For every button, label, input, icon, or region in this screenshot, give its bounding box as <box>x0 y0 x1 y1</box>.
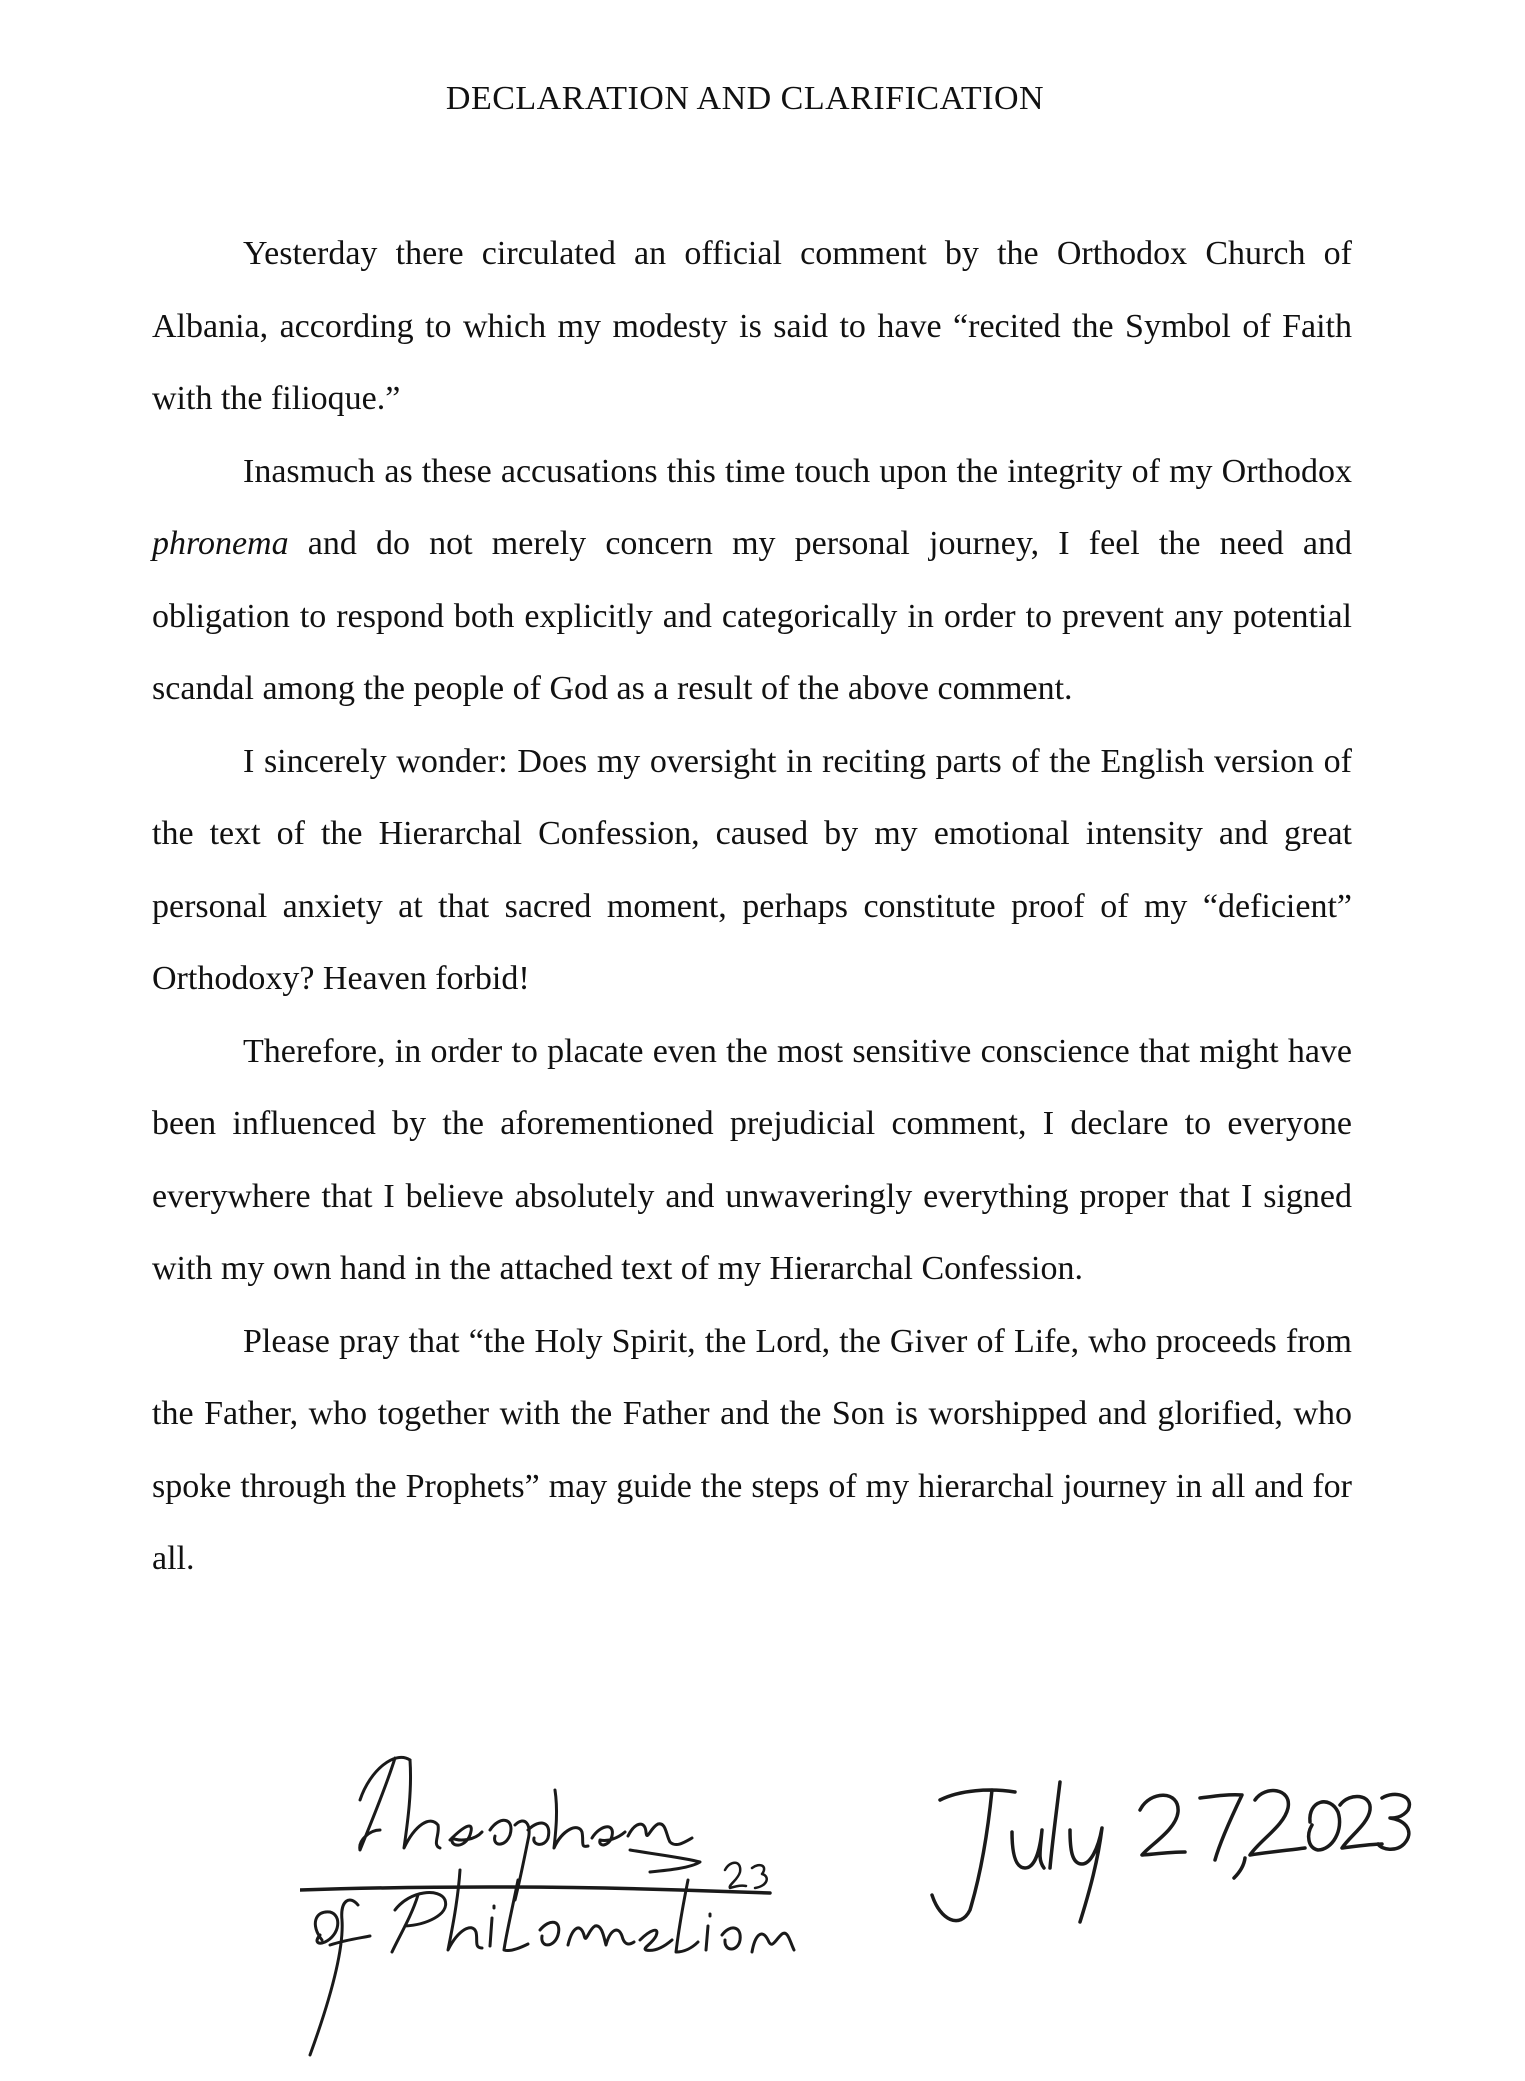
handwritten-date <box>920 1760 1420 1940</box>
paragraph-2-part-1: Inasmuch as these accusations this time touch upon the integrity of my Orthodox <box>243 452 1352 490</box>
document-body <box>152 218 1352 1596</box>
document-title: DECLARATION AND CLARIFICATION <box>445 80 1045 117</box>
paragraph-2 <box>152 436 1352 726</box>
paragraph-2-part-2: and do not merely concern my personal journey, I feel the need and obligation to respond both explicitly and categorically in order to prevent any potential scandal among the people of God as a result of the above comment. <box>152 525 1353 707</box>
phronema-term: phronema <box>152 525 289 562</box>
paragraph-4: Therefore, in order to placate even the most sensitive conscience that might have been influenced by the aforementioned prejudicial comment, I declare to everyone everywhere that I believe absolutely and unwaveringly everything proper that I signed with my own hand in the attached text of my Hierarchal Confession. <box>152 1032 1352 1287</box>
paragraph-3: I sincerely wonder: Does my oversight in reciting parts of the English version of the text of the Hierarchal Confession, caused by my emotional intensity and great personal anxiety at that sacred moment, perhaps constitute proof of my “deficient” Orthodoxy? Heaven forbid! <box>152 742 1352 997</box>
paragraph-5: Please pray that “the Holy Spirit, the Lord, the Giver of Life, who proceeds from the Father, who together with the Father and the Son is worshipped and glorified, who spoke through the Prophets” may guide the steps of my hierarchal journey in all and for all. <box>152 1322 1352 1577</box>
paragraph-1: Yesterday there circulated an official comment by the Orthodox Church of Albania, according to which my modesty is said to have “recited the Symbol of Faith with the filioque.” <box>152 235 1352 417</box>
handwritten-signature <box>300 1730 920 2070</box>
